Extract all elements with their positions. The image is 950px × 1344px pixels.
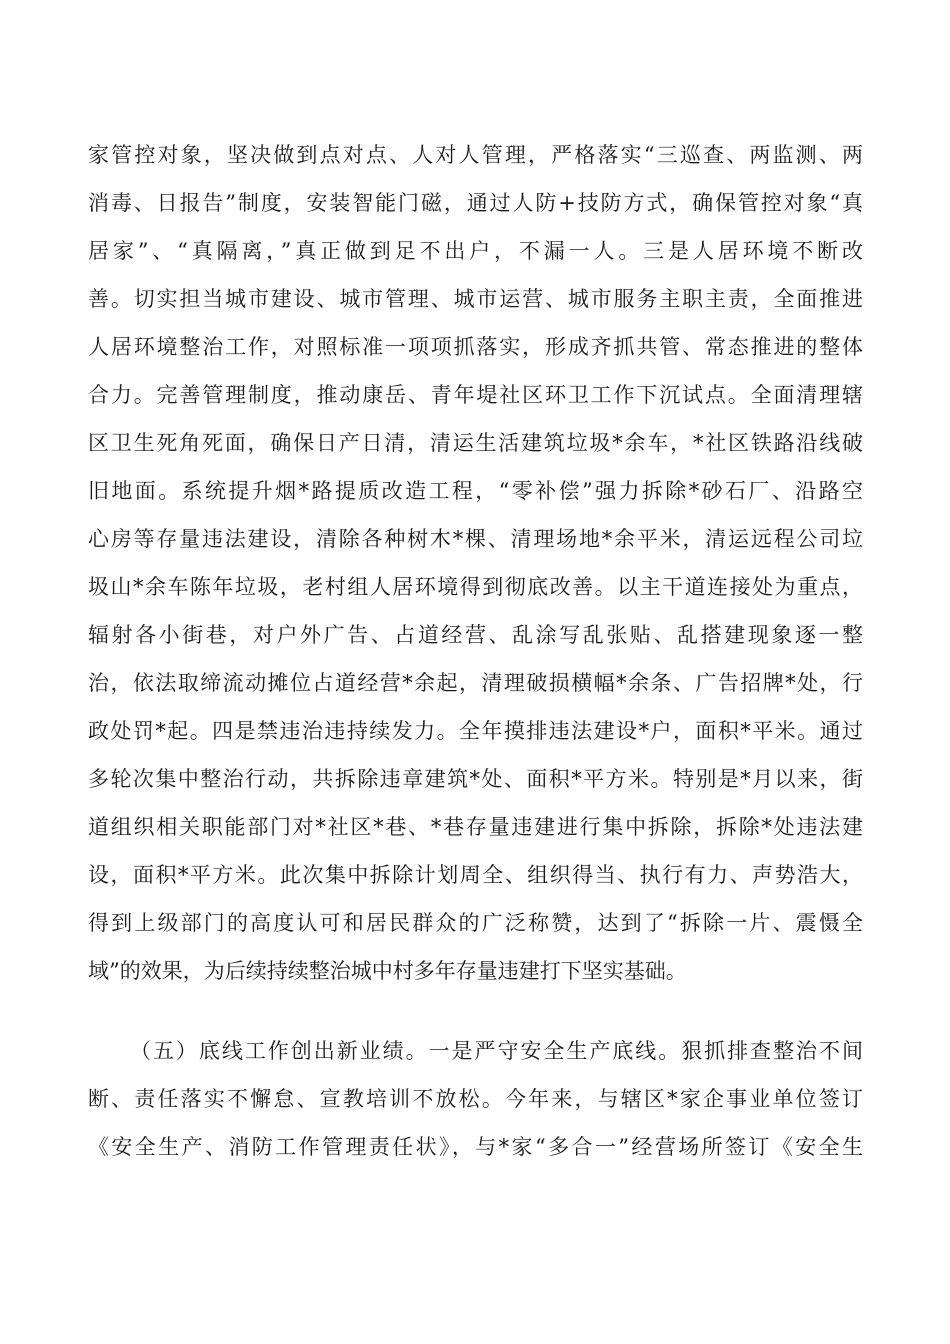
text-line: 断、责任落实不懈怠、宣教培训不放松。今年来，与辖区*家企事业单位签订 xyxy=(88,1087,863,1111)
paragraph-last-line: 域”的效果，为后续持续整治城中村多年存量违建打下坚实基础。 xyxy=(88,959,687,983)
text-line: 居家”、“真隔离，”真正做到足不出户，不漏一人。三是人居环境不断改 xyxy=(88,239,863,263)
text-line: 政处罚*起。四是禁违治违持续发力。全年摸排违法建设*户，面积*平米。通过 xyxy=(88,719,863,743)
text-line: 圾山*余车陈年垃圾，老村组人居环境得到彻底改善。以主干道连接处为重点， xyxy=(88,575,863,599)
text-line: 多轮次集中整治行动，共拆除违章建筑*处、面积*平方米。特别是*月以来，街 xyxy=(88,767,863,791)
text-line: 得到上级部门的高度认可和居民群众的广泛称赞，达到了“拆除一片、震慑全 xyxy=(88,911,863,935)
text-line: 旧地面。系统提升烟*路提质改造工程，“零补偿”强力拆除*砂石厂、沿路空 xyxy=(88,479,863,503)
text-line: 心房等存量违法建设，清除各种树木*棵、清理场地*余平米，清运远程公司垃 xyxy=(88,527,863,551)
text-line: 治，依法取缔流动摊位占道经营*余起，清理破损横幅*余条、广告招牌*处，行 xyxy=(88,671,863,695)
text-line: 道组织相关职能部门对*社区*巷、*巷存量违建进行集中拆除，拆除*处违法建 xyxy=(88,815,863,839)
text-line: 设，面积*平方米。此次集中拆除计划周全、组织得当、执行有力、声势浩大， xyxy=(88,863,863,887)
text-line: 《安全生产、消防工作管理责任状》，与*家“多合一”经营场所签订《安全生 xyxy=(88,1135,863,1159)
text-line: 区卫生死角死面，确保日产日清，清运生活建筑垃圾*余车，*社区铁路沿线破 xyxy=(88,431,863,455)
text-line: 辐射各小街巷，对户外广告、占道经营、乱涂写乱张贴、乱搭建现象逐一整 xyxy=(88,623,863,647)
text-line: 人居环境整治工作，对照标准一项项抓落实，形成齐抓共管、常态推进的整体 xyxy=(88,335,863,359)
text-line: 消毒、日报告”制度，安装智能门磁，通过人防+技防方式，确保管控对象“真 xyxy=(88,191,863,215)
text-line: 合力。完善管理制度，推动康岳、青年堤社区环卫工作下沉试点。全面清理辖 xyxy=(88,383,863,407)
text-line: 家管控对象，坚决做到点对点、人对人管理，严格落实“三巡查、两监测、两 xyxy=(88,143,863,167)
section-heading-line: （五）底线工作创出新业绩。一是严守安全生产底线。狠抓排查整治不间 xyxy=(130,1039,863,1063)
text-line: 善。切实担当城市建设、城市管理、城市运营、城市服务主职主责，全面推进 xyxy=(88,287,863,311)
